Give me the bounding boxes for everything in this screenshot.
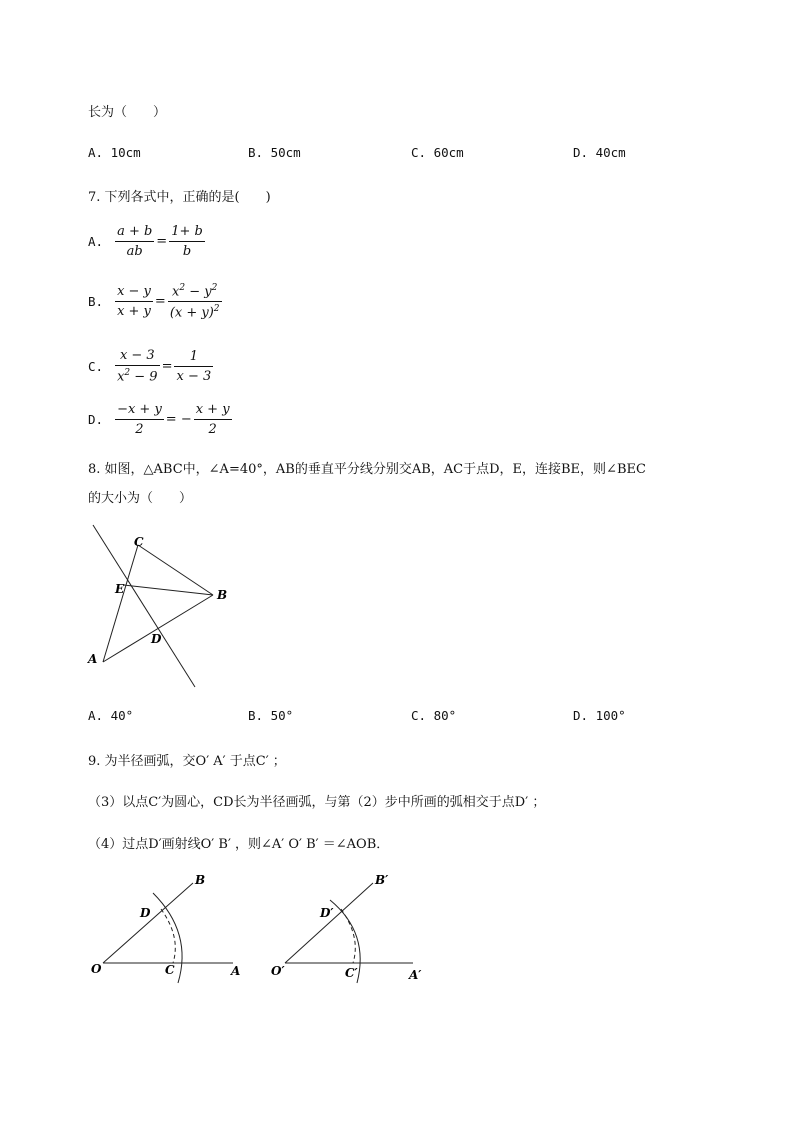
q8-option-a: A. 40° [88, 708, 134, 723]
q9-angle-figure-copy [265, 865, 435, 990]
question-6-stem-end: 长为（ ） [88, 105, 167, 120]
q8-label-b: B [217, 588, 228, 602]
q9-fig2-label-c: C′ [345, 966, 358, 980]
q8-option-c: C. 80° [411, 708, 457, 723]
q7-d-left-fraction: $\frac{-x + y}{2}$ [117, 402, 162, 437]
q8-option-b: B. 50° [248, 708, 294, 723]
q7-d-right-fraction: $\frac{x + y}{2}$ [195, 402, 230, 437]
q6-option-c: C. 60cm [411, 145, 464, 160]
q6-option-d: D. 40cm [573, 145, 626, 160]
q8-triangle-figure [80, 515, 240, 695]
q7-option-c: C. $\frac{x - 3}{x^2 - 9}$ = $\frac{1}{x - 3}$ [88, 348, 212, 385]
q8-label-c: C [134, 535, 144, 549]
question-8-stem-line1: 8. 如图，△ABC中，∠A=40°，AB的垂直平分线分别交AB，AC于点D，E，连接BE，则∠BEC [88, 462, 646, 477]
q7-option-b-label: B. [88, 294, 104, 310]
q7-option-a: A. $\frac{a + b}{ab}$ = $\frac{1+ b}{b}$ [88, 224, 203, 259]
q8-label-e: E [115, 582, 125, 596]
q9-fig1-label-o: O [91, 962, 102, 976]
q9-fig1-label-d: D [140, 906, 151, 920]
q7-option-a-label: A. [88, 234, 104, 249]
q9-fig1-label-a: A [231, 964, 241, 978]
q7-option-d-label: D. [88, 412, 104, 427]
q9-fig2-label-b: B′ [375, 873, 389, 887]
question-7-stem: 7. 下列各式中，正确的是( ) [88, 190, 271, 205]
question-9-line1: 9. 为半径画弧，交O′ A′ 于点C′ ； [88, 754, 286, 769]
q9-fig2-label-d: D′ [320, 906, 334, 920]
q7-b-left-fraction: $\frac{x - y}{x + y}$ [117, 284, 151, 320]
q8-option-d: D. 100° [573, 708, 626, 723]
q9-fig2-label-a: A′ [409, 968, 422, 982]
q8-label-a: A [88, 652, 98, 666]
q6-option-a: A. 10cm [88, 145, 141, 160]
q7-option-c-label: C. [88, 358, 104, 374]
q9-fig1-label-b: B [195, 873, 206, 887]
q6-option-b: B. 50cm [248, 145, 301, 160]
q9-fig1-label-c: C [165, 963, 175, 977]
q9-angle-figure-original [85, 865, 255, 990]
question-9-line2: （3）以点C′为圆心，CD长为半径画弧，与第（2）步中所画的弧相交于点D′ ； [88, 795, 546, 810]
q7-a-right-fraction: $\frac{1+ b}{b}$ [171, 224, 203, 259]
q7-c-left-fraction: $\frac{x - 3}{x^2 - 9}$ [117, 348, 158, 385]
q9-fig2-label-o: O′ [271, 964, 285, 978]
q7-option-b: B. $\frac{x - y}{x + y}$ = $\frac{x^2 - y^2}{(x + y)^2}$ [88, 283, 220, 321]
q7-c-right-fraction: $\frac{1}{x - 3}$ [176, 348, 212, 384]
q7-option-d: D. $\frac{-x + y}{2}$ = − $\frac{x + y}{2}$ [88, 402, 230, 437]
q8-label-d: D [151, 632, 162, 646]
question-9-line3: （4）过点D′画射线O′ B′ ，则∠A′ O′ B′ ＝∠AOB． [88, 837, 390, 852]
question-8-stem-line2: 的大小为（ ） [88, 491, 193, 506]
q7-a-left-fraction: $\frac{a + b}{ab}$ [117, 224, 153, 259]
q7-b-right-fraction: $\frac{x^2 - y^2}{(x + y)^2}$ [169, 283, 220, 321]
